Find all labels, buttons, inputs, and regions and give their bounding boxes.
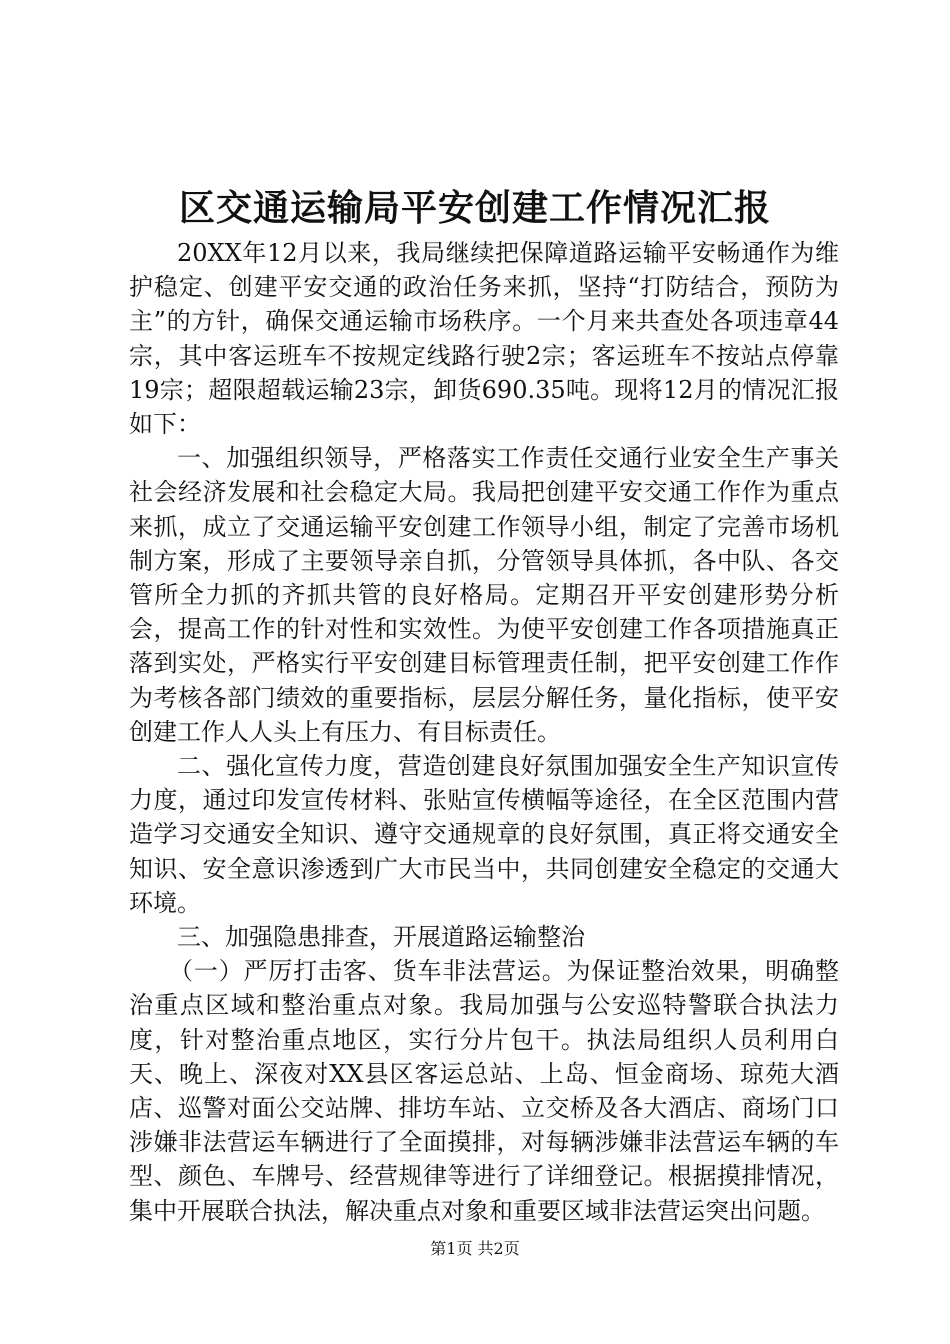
document-body [129,236,839,1228]
paragraph-section-2: 二、强化宣传力度，营造创建良好氛围加强安全生产知识宣传力度，通过印发宣传材料、张贴宣传横幅等途径，在全区范围内营造学习交通安全知识、遵守交通规章的良好氛围，真正将交通安全知识、安全意识渗透到广大市民当中，共同创建安全稳定的交通大环境。 [129,752,839,917]
paragraph-intro: 20XX年12月以来，我局继续把保障道路运输平安畅通作为维护稳定、创建平安交通的政治任务来抓，坚持“打防结合，预防为主”的方针，确保交通运输市场秩序。一个月来共查处各项违章44宗，其中客运班车不按规定线路行驶2宗；客运班车不按站点停靠19宗；超限超载运输23宗，卸货690.35吨。现将12月的情况汇报如下： [129,239,839,439]
paragraph-section-1: 一、加强组织领导，严格落实工作责任交通行业安全生产事关社会经济发展和社会稳定大局。我局把创建平安交通工作作为重点来抓，成立了交通运输平安创建工作领导小组，制定了完善市场机制方案，形成了主要领导亲自抓，分管领导具体抓，各中队、各交管所全力抓的齐抓共管的良好格局。定期召开平安创建形势分析会，提高工作的针对性和实效性。为使平安创建工作各项措施真正落到实处，严格实行平安创建目标管理责任制，把平安创建工作作为考核各部门绩效的重要指标，层层分解任务，量化指标，使平安创建工作人人头上有压力、有目标责任。 [129,444,839,746]
document-title: 区交通运输局平安创建工作情况汇报 [178,187,771,229]
page-footer: 第1页 共2页 [430,1239,520,1258]
paragraph-section-3-heading: 三、加强隐患排查，开展道路运输整治 [177,923,585,952]
paragraph-section-3-item-1: （一）严厉打击客、货车非法营运。为保证整治效果，明确整治重点区域和整治重点对象。我局加强与公安巡特警联合执法力度，针对整治重点地区，实行分片包干。执法局组织人员利用白天、晚上、深夜对XX县区客运总站、上岛、恒金商场、琼苑大酒店、巡警对面公交站牌、排坊车站、立交桥及各大酒店、商场门口涉嫌非法营运车辆进行了全面摸排，对每辆涉嫌非法营运车辆的车型、颜色、车牌号、经营规律等进行了详细登记。根据摸排情况，集中开展联合执法，解决重点对象和重要区域非法营运突出问题。 [129,957,839,1225]
